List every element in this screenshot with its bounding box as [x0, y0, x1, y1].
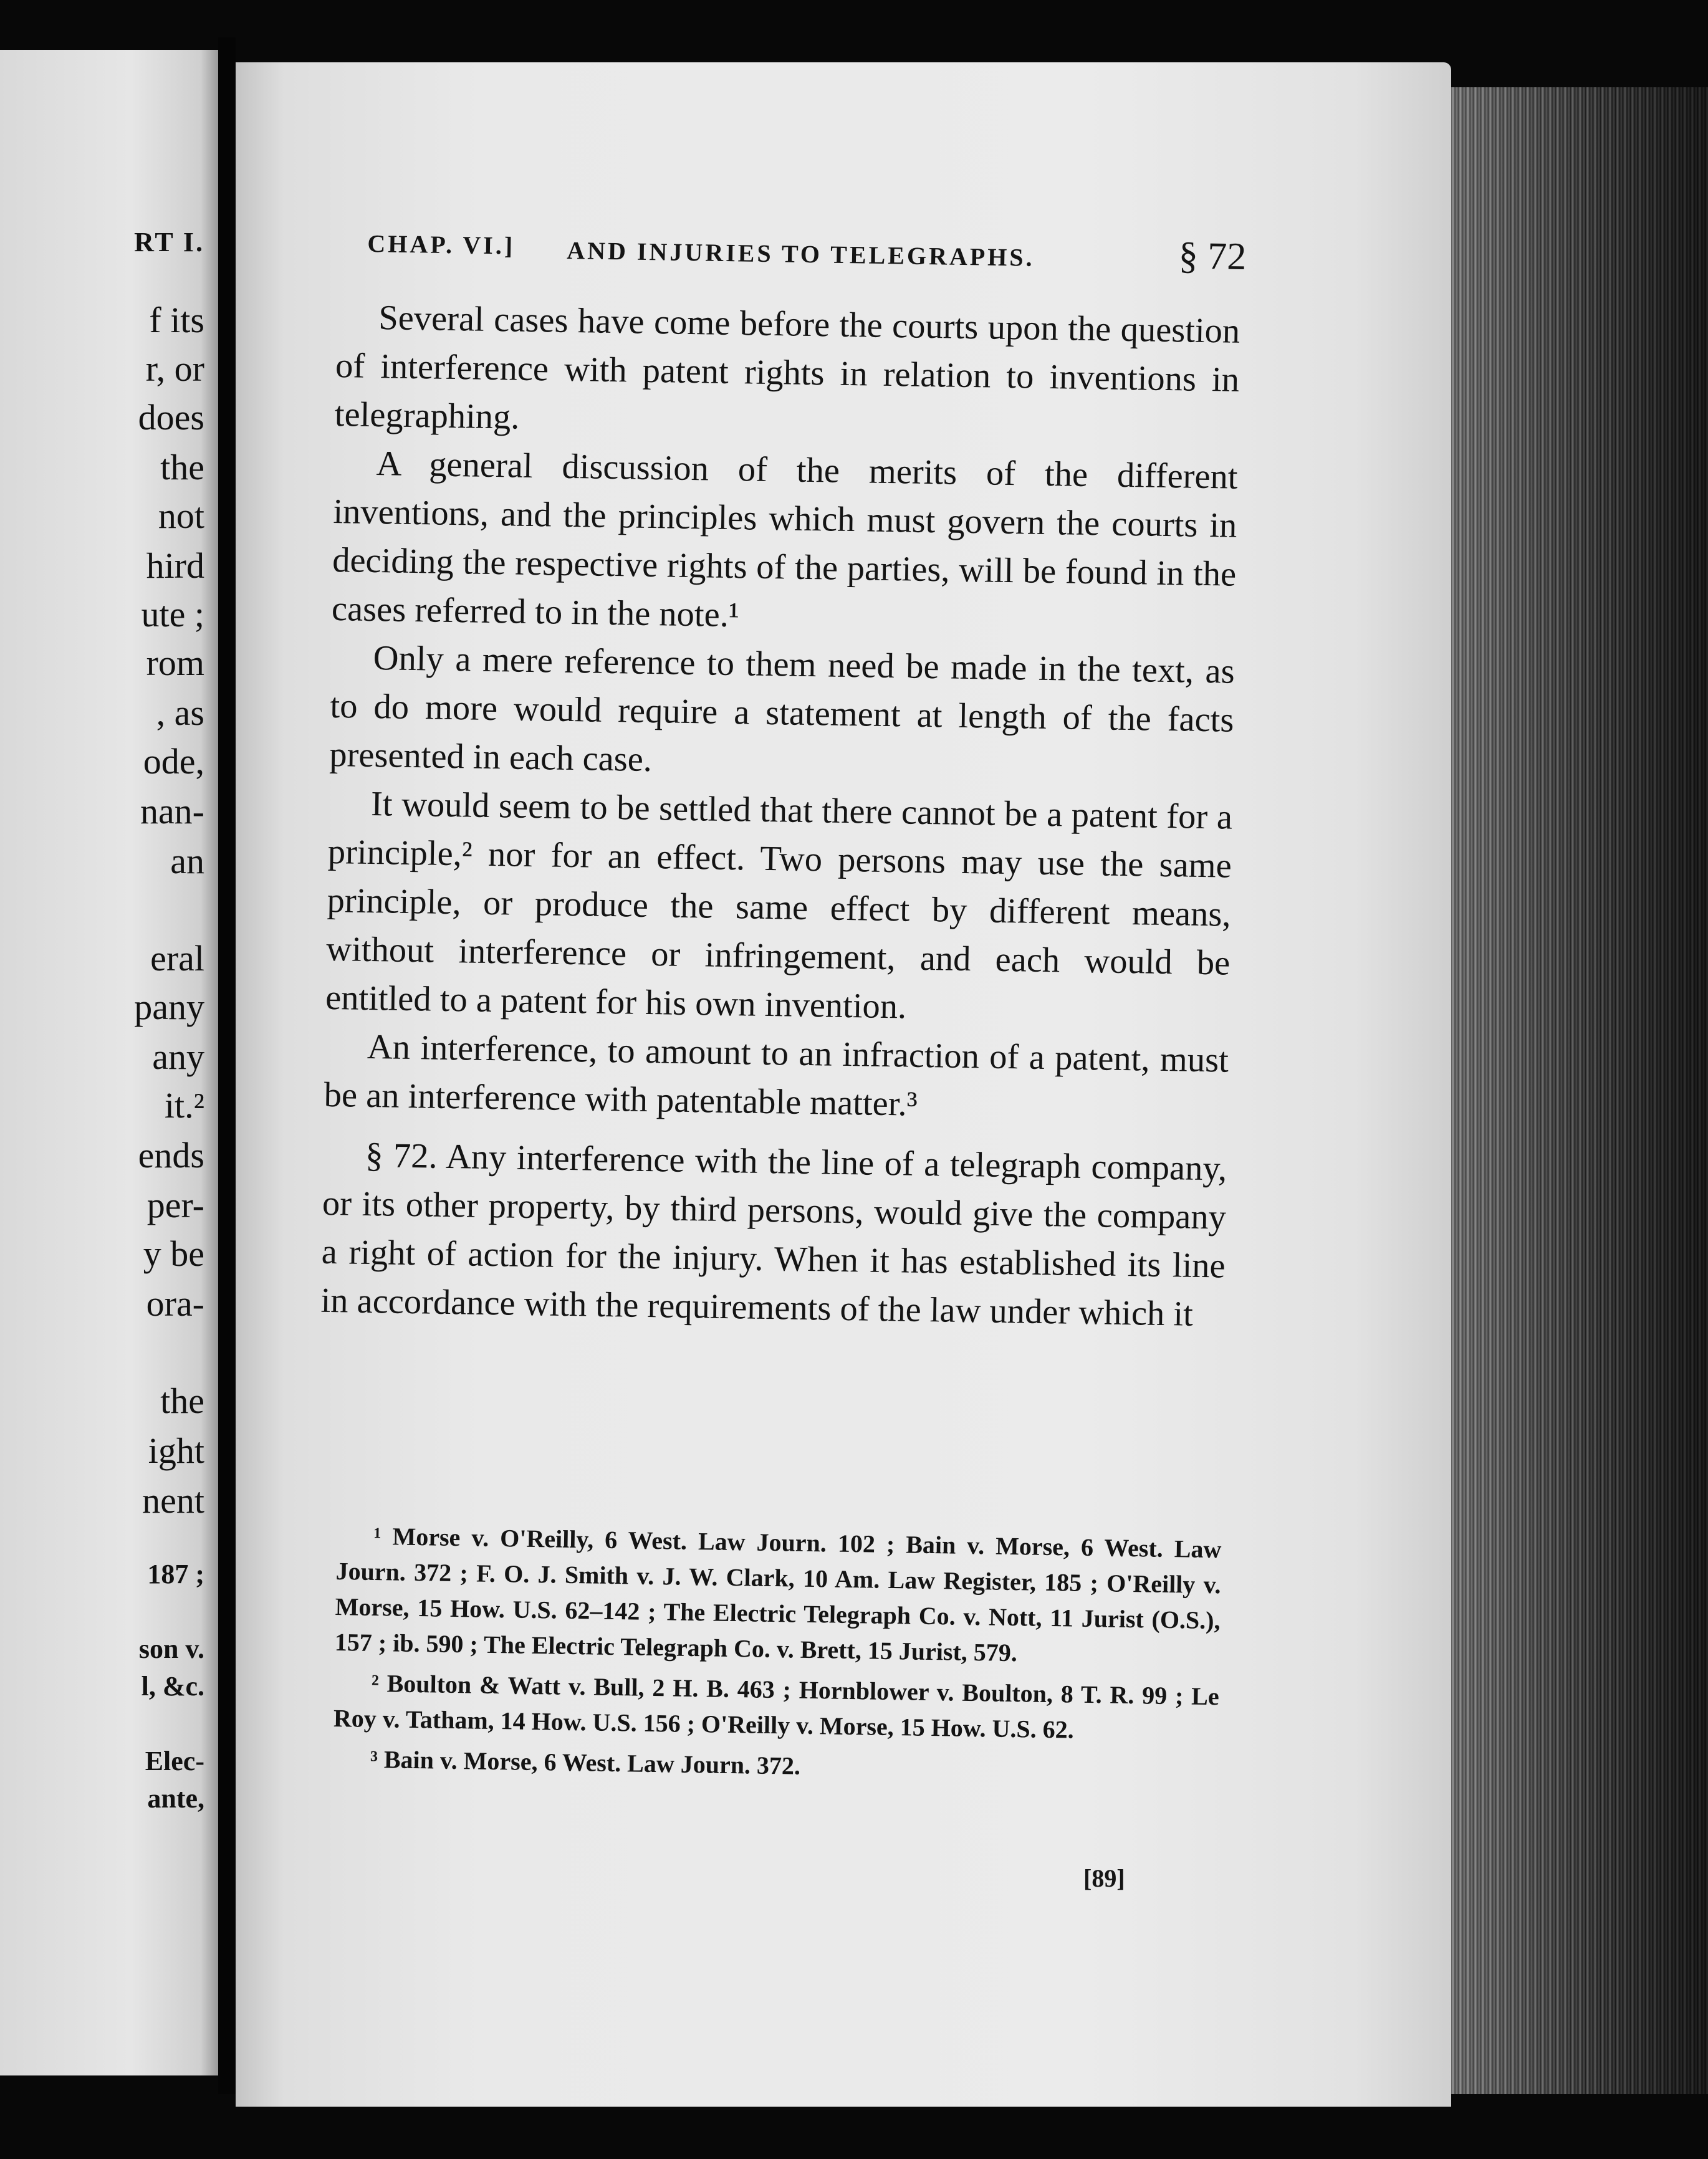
left-page-line: any: [152, 1036, 204, 1077]
left-page-line: the: [160, 447, 204, 487]
left-page-line: ute ;: [141, 594, 204, 634]
left-page-line: rom: [146, 643, 204, 683]
left-page-footnote-line: son v.: [138, 1634, 204, 1664]
page-number: [89]: [1083, 1864, 1125, 1892]
left-page-line: it.²: [164, 1085, 204, 1126]
left-page-line: , as: [156, 692, 204, 733]
left-page-header: RT I.: [134, 227, 204, 257]
left-page-line: not: [158, 495, 204, 536]
left-page-line: ight: [148, 1430, 204, 1471]
left-page-footnote-line: 187 ;: [147, 1559, 204, 1589]
book-gutter: [218, 37, 236, 2094]
left-page-line: the: [160, 1381, 204, 1421]
left-page-line: ode,: [143, 741, 204, 782]
left-page-line: r, or: [145, 348, 204, 389]
left-page-line: nan-: [140, 791, 204, 831]
chapter-label: CHAP. VI.]: [367, 229, 516, 260]
left-page-line: pany: [134, 987, 204, 1027]
footnote: ² Boulton & Watt v. Bull, 2 H. B. 463 ; Hornblower v. Boulton, 8 T. R. 99 ; Le Roy v. Tatham, 14 How. U.S. 156 ; O'Reilly v. Morse, 15 How. U.S. 62.: [333, 1668, 1220, 1744]
left-page-line: does: [138, 397, 204, 438]
footnotes: [332, 1518, 1221, 1795]
paragraph: An interference, to amount to an infraction of a patent, must be an interference with patentable matter.³: [324, 1027, 1229, 1124]
left-page-line: eral: [150, 938, 204, 979]
body-text: [320, 293, 1240, 1339]
paragraph: Only a mere reference to them need be made in the text, as to do more would require a statement at length of the facts presented in each case.: [329, 638, 1235, 780]
section-marker: § 72: [1178, 234, 1247, 279]
paragraph: Several cases have come before the courts upon the question of interference with patent rights in relation to inventions in telegraphing.: [334, 299, 1240, 437]
running-title: AND INJURIES TO TELEGRAPHS.: [566, 236, 1035, 272]
left-page-line: ora-: [146, 1283, 204, 1324]
left-page-line: per-: [146, 1185, 204, 1225]
paragraph: A general discussion of the merits of the different inventions, and the principles which must govern the courts in deciding the respective rights of the parties, will be found in the cases referred to in the note.¹: [331, 444, 1239, 635]
left-page-line: ends: [138, 1135, 204, 1175]
left-page-footnote-line: Elec-: [145, 1746, 204, 1776]
paragraph: It would seem to be settled that there cannot be a patent for a principle,² nor for an effect. Two persons may use the same principle, or produce the same effect by different means, without interference or infringement, and each would be entitled to a patent for his own invention.: [325, 784, 1233, 1027]
left-page-line: f its: [149, 300, 204, 340]
left-page-footnote-line: l, &c.: [141, 1671, 204, 1702]
left-page-footnote-line: ante,: [147, 1783, 204, 1814]
footnote: ³ Bain v. Morse, 6 West. Law Journ. 372.: [370, 1745, 801, 1780]
section-paragraph: § 72. Any interference with the line of a telegraph company, or its other property, by third persons, would give the company a right of action for the injury. When it has established its line in accordance with the requirements of the law under which it: [320, 1136, 1227, 1334]
left-page-line: nent: [142, 1480, 204, 1521]
left-page-line: an: [170, 841, 204, 881]
left-page-line: y be: [143, 1233, 204, 1274]
previous-page-fragment: [0, 50, 218, 2075]
left-page-line: hird: [146, 545, 204, 586]
footnote: ¹ Morse v. O'Reilly, 6 West. Law Journ. 102 ; Bain v. Morse, 6 West. Law Journ. 372 ; F. O. J. Smith v. J. W. Clark, 10 Am. Law Register, 185 ; O'Reilly v. Morse, 15 How. U.S. 62–142 ; The Electric Telegraph Co. v. Nott, 11 Jurist (O.S.), 157 ; ib. 590 ; The Electric Telegraph Co. v. Brett, 15 Jurist, 579.: [334, 1521, 1222, 1667]
